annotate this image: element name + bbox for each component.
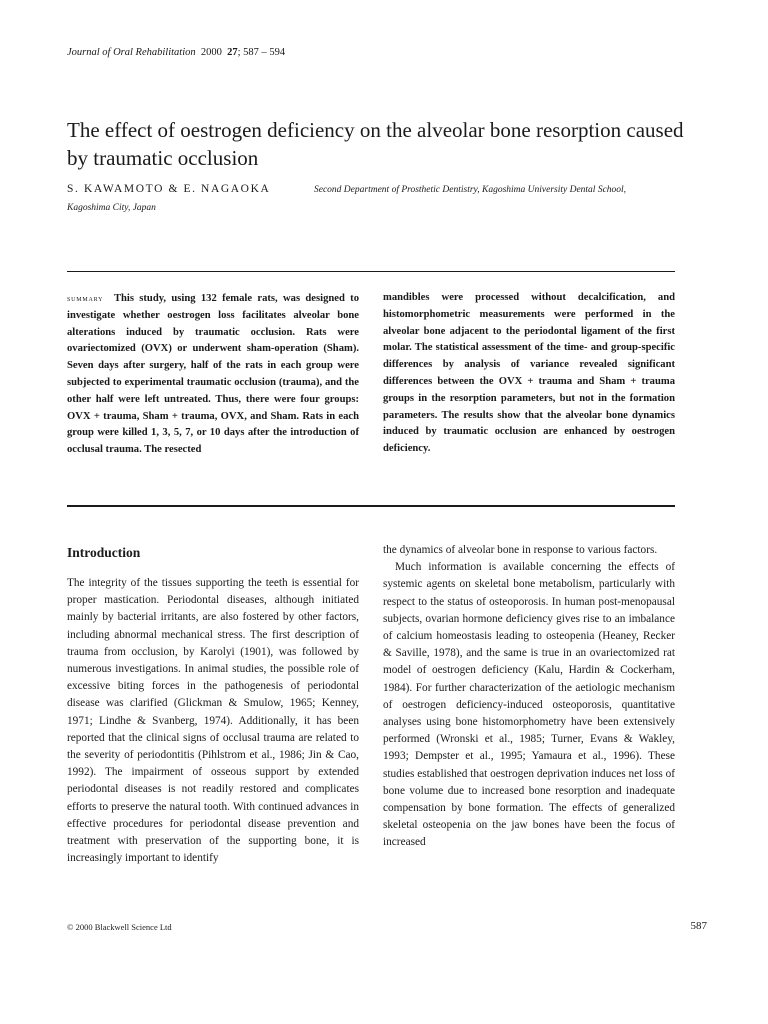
copyright-notice: © 2000 Blackwell Science Ltd [67, 922, 172, 932]
summary-column-left [67, 290, 359, 459]
journal-citation [67, 47, 285, 58]
summary-column-right [383, 290, 675, 458]
affiliation-line-2: Kagoshima City, Japan [67, 203, 156, 213]
summary-bottom-rule [67, 505, 675, 507]
article-title: The effect of oestrogen deficiency on the alveolar bone resorption caused by traumatic occlusion [67, 118, 684, 170]
summary-label: summary [67, 293, 104, 303]
author-list: S. KAWAMOTO & E. NAGAOKA [67, 183, 271, 195]
journal-pages: ; 587 – 594 [237, 47, 286, 58]
summary-top-rule [67, 271, 675, 272]
journal-year: 2000 [200, 47, 222, 58]
journal-volume: 27 [227, 47, 238, 58]
intro-paragraph: Much information is available concerning the effects of systemic agents on skeletal bone metabolism, particularly with respect to the status of osteoporosis. In human post-menopausal subjects, ovarian hormone deficiency gives rise to an imbalance of calcium homeostasis leading to osteopenia (Heaney, Recker & Saville, 1978), and the same is true in an ovariectomized rat model of oestrogen deficiency (Kalu, Hardin & Cockerham, 1984). For further characterization of the aetiologic mechanism of oestrogen deficiency-induced osteoporosis, quantitative analyses using bone histomorphometry have been extensively performed (Wronski et al., 1985; Turner, Evans & Wakley, 1993; Dempster et al., 1995; Yamaura et al., 1996). These studies established that oestrogen deprivation induces net loss of bone volume due to increased bone resorption and inadequate compensation by bone formation. The effects of generalized skeletal osteopenia on the jaw bones have been the focus of increased [383, 561, 675, 849]
summary-text-left: This study, using 132 female rats, was designed to investigate whether oestrogen loss facilitates alveolar bone alterations induced by traumatic occlusion. Rats were ovariectomized (OVX) or underwent sham-operation (Sham). Seven days after surgery, half of the rats in each group were subjected to experimental traumatic occlusion (trauma), and the other half were left untreated. Thus, there were four groups: OVX + trauma, Sham + trauma, OVX, and Sham. Rats in each group were killed 1, 3, 5, 7, or 10 days after the introduction of occlusal trauma. The resected [67, 293, 359, 456]
summary-text-right: mandibles were processed without decalcification, and histomorphometric measurements were performed in the alveolar bone adjacent to the periodontal ligament of the first molar. The statistical assessment of the time- and group-specific differences by analysis of variance revealed significant differences between the OVX + trauma and Sham + trauma groups in the resorption parameters, but not in the formation parameters. The results show that the alveolar bone dynamics induced by traumatic occlusion are enhanced by oestrogen deficiency. [383, 292, 675, 455]
intro-column-left [67, 575, 359, 867]
page-number: 587 [690, 920, 707, 932]
journal-name: Journal of Oral Rehabilitation [67, 47, 196, 58]
intro-paragraph: the dynamics of alveolar bone in response to various factors. [383, 544, 658, 556]
section-heading-introduction: Introduction [67, 545, 141, 560]
intro-paragraph: The integrity of the tissues supporting the teeth is essential for proper mastication. Periodontal diseases, although initiated mainly by bacterial irritants, are also fostered by other factors, including abnormal mechanical stress. The first description of trauma from occlusion, by Karolyi (1901), was followed by numerous investigations. In animal studies, the possible role of excessive biting forces in the pathogenesis of periodontal disease was clarified (Glickman & Smulow, 1965; Kenney, 1971; Lindhe & Svanberg, 1974). Additionally, it has been reported that the clinical signs of occlusal trauma are related to the severity of periodontitis (Pihlstrom et al., 1986; Jin & Cao, 1992). The impairment of osseous support by extended periodontal diseases is not readily restored and complicates efforts to preserve the natural tooth. With continued advances in effective procedures for periodontal disease prevention and treatment with preservation of the supporting bone, it is increasingly important to identify [67, 577, 359, 865]
intro-column-right [383, 542, 675, 852]
affiliation-line-1: Second Department of Prosthetic Dentistry, Kagoshima University Dental School, [314, 185, 627, 195]
